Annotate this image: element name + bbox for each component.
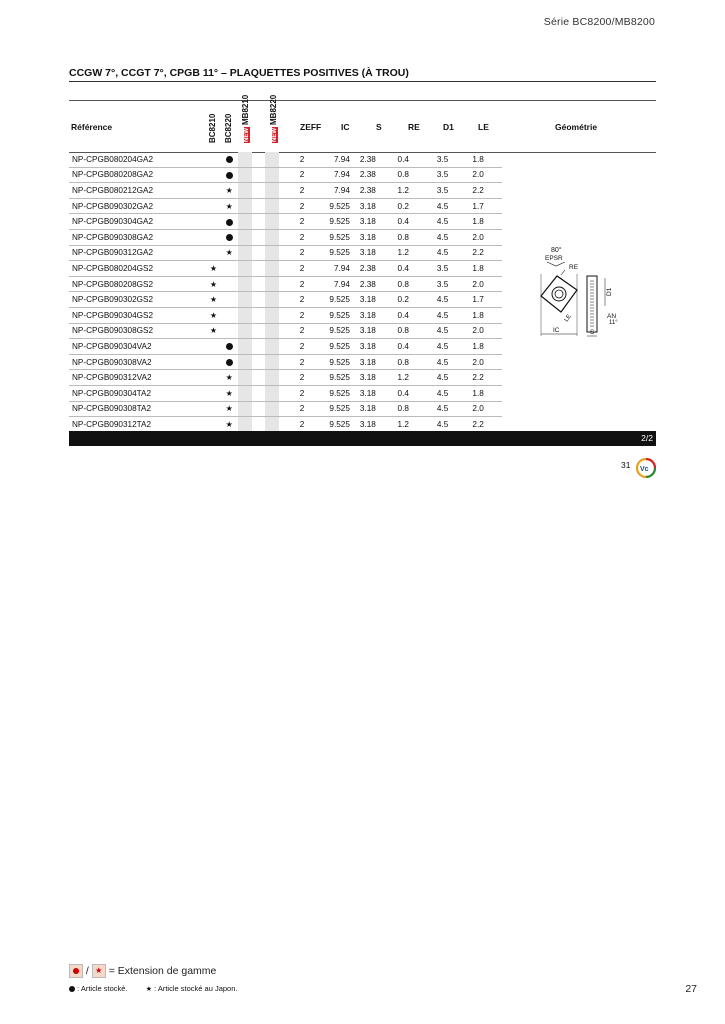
cell-mb8220 <box>265 354 279 370</box>
cell-re: 1.2 <box>390 370 431 386</box>
cell-mb8220 <box>265 323 279 339</box>
cell-s: 3.18 <box>356 229 390 245</box>
table-row <box>69 214 502 230</box>
cell-le: 1.8 <box>466 339 502 355</box>
cell-zeff: 2 <box>279 276 314 292</box>
cell-re: 0.8 <box>390 167 431 183</box>
table-row <box>69 370 502 386</box>
cell-le: 1.8 <box>466 214 502 230</box>
stock-dot-icon <box>226 172 233 179</box>
cell-bc8220 <box>222 261 236 277</box>
cell-re: 0.8 <box>390 401 431 417</box>
japan-star-icon: ★ <box>225 185 233 195</box>
cell-bc8220 <box>222 385 236 401</box>
col-le: LE <box>478 122 489 132</box>
cell-mb8210 <box>238 339 252 355</box>
cell-re: 0.2 <box>390 292 431 308</box>
cell-reference: NP-CPGB090308GA2 <box>69 229 207 245</box>
cell-bc8220 <box>222 183 236 199</box>
cell-d1: 4.5 <box>431 214 467 230</box>
cell-s: 3.18 <box>356 417 390 433</box>
table-row <box>69 183 502 199</box>
table-row <box>69 276 502 292</box>
table-row <box>69 401 502 417</box>
cell-mb8220 <box>265 229 279 245</box>
cell-mb8220 <box>265 292 279 308</box>
geo-epsr-label: EPSR <box>545 255 563 262</box>
cell-mb8210 <box>238 198 252 214</box>
table-row <box>69 307 502 323</box>
cell-le: 1.8 <box>466 152 502 167</box>
series-header: Série BC8200/MB8200 <box>543 16 655 28</box>
japan-star-icon: ★ <box>209 295 218 305</box>
new-badge: NEW <box>244 128 250 142</box>
cell-s: 3.18 <box>356 292 390 308</box>
cell-mb8210 <box>238 417 252 433</box>
cell-mb8210 <box>238 152 252 167</box>
cell-reference: NP-CPGB090304GS2 <box>69 307 207 323</box>
cell-le: 2.2 <box>466 417 502 433</box>
cell-bc8210 <box>207 245 221 261</box>
cell-ic: 9.525 <box>314 292 356 308</box>
cell-mb8210 <box>238 292 252 308</box>
table-header <box>69 94 656 152</box>
col-grade-mb8210: NEWMB8210 <box>241 94 250 142</box>
geo-ic-label: IC <box>553 327 560 334</box>
cell-s: 3.18 <box>356 307 390 323</box>
cell-re: 1.2 <box>390 417 431 433</box>
cell-bc8210 <box>207 214 221 230</box>
cell-le: 1.8 <box>466 307 502 323</box>
cell-zeff: 2 <box>279 229 314 245</box>
cell-reference: NP-CPGB090312GA2 <box>69 245 207 261</box>
cell-re: 0.8 <box>390 229 431 245</box>
cell-zeff: 2 <box>279 167 314 183</box>
cell-s: 2.38 <box>356 167 390 183</box>
cell-mb8220 <box>265 214 279 230</box>
table-row <box>69 198 502 214</box>
cell-re: 0.4 <box>390 152 431 167</box>
cell-s: 3.18 <box>356 214 390 230</box>
cell-ic: 9.525 <box>314 417 356 433</box>
cell-le: 1.7 <box>466 292 502 308</box>
cell-re: 0.2 <box>390 198 431 214</box>
cell-zeff: 2 <box>279 245 314 261</box>
table-row <box>69 152 502 167</box>
cell-mb8210 <box>238 370 252 386</box>
insert-outline <box>541 276 577 312</box>
cell-mb8220 <box>265 417 279 433</box>
cell-re: 0.4 <box>390 214 431 230</box>
cell-d1: 4.5 <box>431 245 467 261</box>
cell-bc8210 <box>207 276 221 292</box>
cell-ic: 7.94 <box>314 167 356 183</box>
col-grade-mb8220: NEWMB8220 <box>269 94 278 142</box>
cell-zeff: 2 <box>279 307 314 323</box>
cell-bc8220 <box>222 167 236 183</box>
cell-reference: NP-CPGB080208GA2 <box>69 167 207 183</box>
cell-zeff: 2 <box>279 339 314 355</box>
cell-zeff: 2 <box>279 261 314 277</box>
table-row <box>69 167 502 183</box>
col-geometry: Géométrie <box>555 122 598 132</box>
cell-mb8210 <box>238 245 252 261</box>
cell-ic: 9.525 <box>314 307 356 323</box>
cell-re: 0.4 <box>390 339 431 355</box>
cell-le: 2.0 <box>466 229 502 245</box>
col-zeff: ZEFF <box>300 122 322 132</box>
cell-zeff: 2 <box>279 152 314 167</box>
cell-zeff: 2 <box>279 401 314 417</box>
japan-star-icon: ★ <box>209 263 218 273</box>
cell-bc8220 <box>222 354 236 370</box>
col-grade-bc8210: BC8210 <box>208 113 217 143</box>
cell-bc8220 <box>222 339 236 355</box>
japan-star-icon: ★ <box>209 279 218 289</box>
geo-le-label: LE <box>563 313 573 324</box>
table-footer-bar <box>69 431 656 446</box>
cell-re: 0.4 <box>390 261 431 277</box>
col-d1: D1 <box>443 122 454 132</box>
cell-bc8210 <box>207 152 221 167</box>
stock-dot-icon <box>226 234 233 241</box>
cell-le: 2.2 <box>466 370 502 386</box>
col-ic: IC <box>341 122 350 132</box>
cell-le: 1.8 <box>466 385 502 401</box>
cell-reference: NP-CPGB090308VA2 <box>69 354 207 370</box>
cell-reference: NP-CPGB090304TA2 <box>69 385 207 401</box>
japan-star-icon: ★ <box>209 326 218 336</box>
cell-re: 0.8 <box>390 276 431 292</box>
insert-side-view <box>587 276 597 332</box>
cell-mb8210 <box>238 276 252 292</box>
stock-dot-icon <box>226 219 233 226</box>
cell-d1: 3.5 <box>431 276 467 292</box>
cell-le: 2.2 <box>466 245 502 261</box>
cell-d1: 4.5 <box>431 292 467 308</box>
cell-le: 2.2 <box>466 183 502 199</box>
cell-bc8220 <box>222 370 236 386</box>
cell-mb8220 <box>265 276 279 292</box>
table-row <box>69 385 502 401</box>
cell-ic: 7.94 <box>314 183 356 199</box>
cell-bc8210 <box>207 401 221 417</box>
cell-mb8210 <box>238 354 252 370</box>
cell-re: 0.8 <box>390 323 431 339</box>
cell-le: 2.0 <box>466 276 502 292</box>
cell-reference: NP-CPGB080208GS2 <box>69 276 207 292</box>
geo-re-label: RE <box>569 264 579 271</box>
cell-le: 2.0 <box>466 323 502 339</box>
cell-bc8210 <box>207 198 221 214</box>
cell-bc8220 <box>222 323 236 339</box>
cell-bc8220 <box>222 152 236 167</box>
col-s: S <box>376 122 382 132</box>
cell-d1: 4.5 <box>431 198 467 214</box>
cell-mb8220 <box>265 167 279 183</box>
cell-s: 3.18 <box>356 323 390 339</box>
cell-bc8220 <box>222 245 236 261</box>
cell-zeff: 2 <box>279 354 314 370</box>
cell-s: 3.18 <box>356 198 390 214</box>
cell-bc8220 <box>222 198 236 214</box>
cell-d1: 4.5 <box>431 339 467 355</box>
cell-bc8220 <box>222 401 236 417</box>
cell-bc8220 <box>222 214 236 230</box>
section-title: CCGW 7°, CCGT 7°, CPGB 11° – PLAQUETTES POSITIVES (À TROU) <box>69 67 409 79</box>
cell-mb8210 <box>238 385 252 401</box>
japan-star-icon: ★ <box>225 388 233 398</box>
cell-re: 1.2 <box>390 183 431 199</box>
table-row <box>69 261 502 277</box>
cell-ic: 9.525 <box>314 323 356 339</box>
japan-star-icon: ★ <box>225 373 233 383</box>
cell-reference: NP-CPGB090308GS2 <box>69 323 207 339</box>
cell-bc8210 <box>207 385 221 401</box>
cell-s: 3.18 <box>356 245 390 261</box>
cell-bc8210 <box>207 292 221 308</box>
cell-ic: 9.525 <box>314 401 356 417</box>
cell-zeff: 2 <box>279 370 314 386</box>
cell-re: 1.2 <box>390 245 431 261</box>
col-re: RE <box>408 122 420 132</box>
cell-mb8220 <box>265 339 279 355</box>
cell-d1: 4.5 <box>431 385 467 401</box>
cell-d1: 3.5 <box>431 183 467 199</box>
cell-mb8210 <box>238 261 252 277</box>
inserts-table <box>69 152 502 433</box>
table-row <box>69 323 502 339</box>
cell-bc8210 <box>207 339 221 355</box>
new-badge: NEW <box>272 128 278 142</box>
japan-star-icon: ★ <box>225 248 233 258</box>
cell-d1: 3.5 <box>431 261 467 277</box>
vc-page-reference[interactable]: 31 <box>621 460 631 470</box>
cell-reference: NP-CPGB090304VA2 <box>69 339 207 355</box>
extension-dot-chip <box>69 964 83 978</box>
cell-mb8220 <box>265 245 279 261</box>
cell-reference: NP-CPGB090304GA2 <box>69 214 207 230</box>
cell-bc8210 <box>207 354 221 370</box>
cell-re: 0.4 <box>390 307 431 323</box>
cell-bc8220 <box>222 417 236 433</box>
cell-bc8220 <box>222 276 236 292</box>
cell-s: 2.38 <box>356 152 390 167</box>
title-divider <box>69 81 656 82</box>
cell-d1: 4.5 <box>431 354 467 370</box>
col-reference: Référence <box>71 122 113 132</box>
cell-d1: 4.5 <box>431 401 467 417</box>
cell-mb8220 <box>265 370 279 386</box>
table-row <box>69 417 502 433</box>
cell-d1: 4.5 <box>431 417 467 433</box>
cell-bc8220 <box>222 292 236 308</box>
japan-star-icon: ★ <box>225 201 233 211</box>
japan-star-icon: ★ <box>225 419 233 429</box>
cell-d1: 4.5 <box>431 370 467 386</box>
cell-mb8210 <box>238 167 252 183</box>
cell-mb8210 <box>238 323 252 339</box>
page-number: 27 <box>685 983 697 995</box>
vc-icon[interactable] <box>636 458 656 478</box>
legend-extension: / ★ = Extension de gamme <box>69 964 216 978</box>
stock-dot-icon <box>226 359 233 366</box>
cell-bc8210 <box>207 229 221 245</box>
cell-bc8210 <box>207 323 221 339</box>
cell-mb8220 <box>265 261 279 277</box>
cell-reference: NP-CPGB090302GS2 <box>69 292 207 308</box>
geo-angle-label: 80° <box>551 247 562 254</box>
table-row <box>69 245 502 261</box>
stock-dot-icon <box>226 343 233 350</box>
cell-reference: NP-CPGB090308TA2 <box>69 401 207 417</box>
table-row <box>69 339 502 355</box>
cell-zeff: 2 <box>279 198 314 214</box>
geo-an-label: AN <box>607 313 617 320</box>
cell-bc8210 <box>207 167 221 183</box>
table-row <box>69 229 502 245</box>
cell-ic: 9.525 <box>314 214 356 230</box>
cell-d1: 4.5 <box>431 307 467 323</box>
cell-d1: 4.5 <box>431 323 467 339</box>
geo-an-value: 11° <box>609 320 618 326</box>
cell-zeff: 2 <box>279 292 314 308</box>
cell-ic: 9.525 <box>314 198 356 214</box>
cell-zeff: 2 <box>279 417 314 433</box>
cell-le: 2.0 <box>466 354 502 370</box>
cell-d1: 3.5 <box>431 152 467 167</box>
cell-ic: 9.525 <box>314 370 356 386</box>
cell-ic: 7.94 <box>314 276 356 292</box>
table-row <box>69 354 502 370</box>
cell-bc8210 <box>207 417 221 433</box>
cell-s: 2.38 <box>356 276 390 292</box>
cell-s: 3.18 <box>356 385 390 401</box>
cell-mb8210 <box>238 183 252 199</box>
cell-ic: 9.525 <box>314 354 356 370</box>
cell-le: 2.0 <box>466 401 502 417</box>
cell-le: 1.7 <box>466 198 502 214</box>
cell-reference: NP-CPGB080204GS2 <box>69 261 207 277</box>
legend-stock: : Article stocké. ★ : Article stocké au Japon. <box>69 984 237 993</box>
cell-zeff: 2 <box>279 323 314 339</box>
cell-zeff: 2 <box>279 214 314 230</box>
cell-bc8210 <box>207 261 221 277</box>
cell-mb8210 <box>238 229 252 245</box>
cell-ic: 9.525 <box>314 245 356 261</box>
cell-mb8220 <box>265 152 279 167</box>
cell-s: 3.18 <box>356 401 390 417</box>
table-top-divider <box>69 100 656 101</box>
col-grade-bc8220: BC8220 <box>224 113 233 143</box>
page-of-indicator: 2/2 <box>641 433 653 443</box>
cell-d1: 3.5 <box>431 167 467 183</box>
cell-mb8220 <box>265 198 279 214</box>
table-row <box>69 292 502 308</box>
cell-mb8220 <box>265 183 279 199</box>
cell-ic: 9.525 <box>314 229 356 245</box>
stock-dot-icon <box>226 156 233 163</box>
cell-bc8220 <box>222 307 236 323</box>
insert-geometry-diagram <box>535 244 625 344</box>
japan-star-icon: ★ <box>225 404 233 414</box>
cell-s: 2.38 <box>356 261 390 277</box>
cell-bc8210 <box>207 183 221 199</box>
cell-mb8220 <box>265 307 279 323</box>
cell-ic: 7.94 <box>314 261 356 277</box>
cell-d1: 4.5 <box>431 229 467 245</box>
stock-dot-icon <box>69 986 75 992</box>
cell-reference: NP-CPGB080212GA2 <box>69 183 207 199</box>
cell-s: 3.18 <box>356 354 390 370</box>
cell-mb8220 <box>265 401 279 417</box>
cell-le: 1.8 <box>466 261 502 277</box>
cell-reference: NP-CPGB090302GA2 <box>69 198 207 214</box>
cell-mb8220 <box>265 385 279 401</box>
cell-s: 3.18 <box>356 339 390 355</box>
cell-bc8210 <box>207 307 221 323</box>
cell-s: 3.18 <box>356 370 390 386</box>
cell-ic: 9.525 <box>314 339 356 355</box>
cell-reference: NP-CPGB080204GA2 <box>69 152 207 167</box>
cell-bc8210 <box>207 370 221 386</box>
cell-re: 0.4 <box>390 385 431 401</box>
cell-zeff: 2 <box>279 183 314 199</box>
cell-re: 0.8 <box>390 354 431 370</box>
cell-mb8210 <box>238 401 252 417</box>
svg-text:Vc: Vc <box>640 466 649 473</box>
cell-bc8220 <box>222 229 236 245</box>
cell-s: 2.38 <box>356 183 390 199</box>
cell-ic: 7.94 <box>314 152 356 167</box>
extension-star-chip: ★ <box>92 964 106 978</box>
cell-mb8210 <box>238 307 252 323</box>
cell-ic: 9.525 <box>314 385 356 401</box>
geo-s-label: S <box>590 329 595 336</box>
cell-mb8210 <box>238 214 252 230</box>
geo-d1-label: D1 <box>606 287 613 296</box>
japan-star-icon: ★ <box>209 310 218 320</box>
cell-reference: NP-CPGB090312TA2 <box>69 417 207 433</box>
cell-zeff: 2 <box>279 385 314 401</box>
cell-le: 2.0 <box>466 167 502 183</box>
cell-reference: NP-CPGB090312VA2 <box>69 370 207 386</box>
japan-star-icon: ★ <box>145 986 152 993</box>
